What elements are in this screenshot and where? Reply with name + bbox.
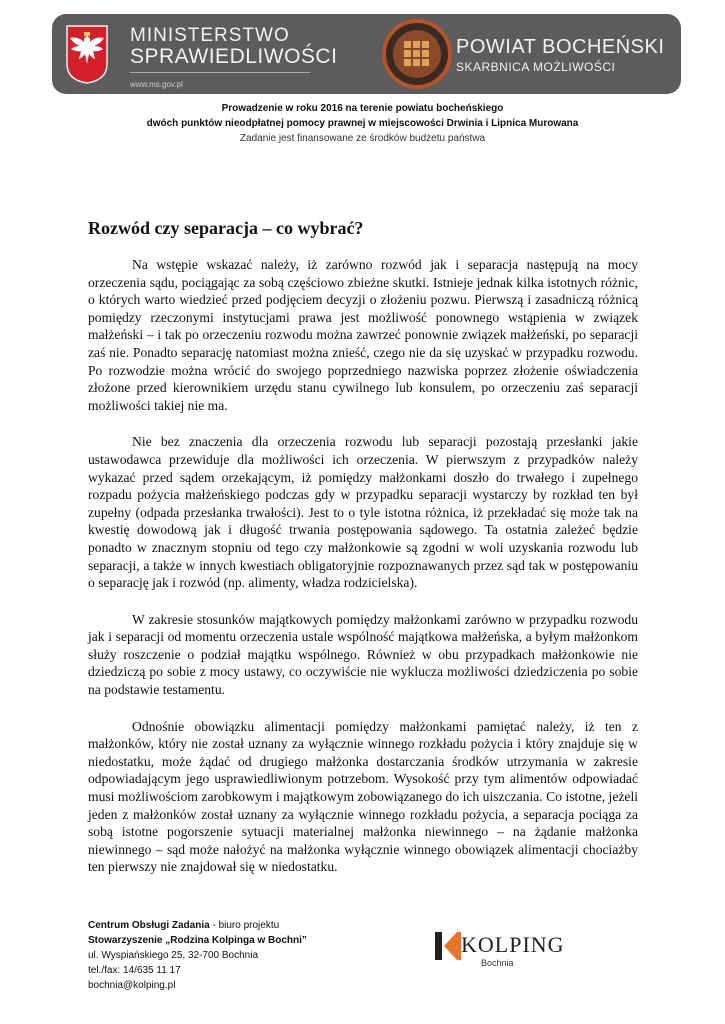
- intro-line3: Zadanie jest finansowane ze środków budżetu państwa: [239, 133, 486, 144]
- intro-line1: [0, 103, 725, 114]
- kolping-logo: [435, 928, 565, 978]
- county-crest-icon: [382, 19, 452, 89]
- kolping-word: KOLPING: [461, 932, 565, 957]
- county-line1: POWIAT BOCHEŃSKI: [456, 36, 665, 58]
- header-banner: [52, 14, 681, 94]
- footer-email: bochnia@kolping.pl: [88, 980, 176, 991]
- footer-line1: [88, 918, 307, 933]
- footer-center-name: Centrum Obsługi Zadania: [88, 920, 210, 931]
- footer-address: ul. Wyspiańskiego 25, 32-700 Bochnia: [88, 950, 259, 961]
- ministry-name: [130, 26, 337, 68]
- footer-association: Stowarzyszenie „Rodzina Kolpinga w Bochni”: [88, 935, 307, 946]
- ministry-divider: [130, 72, 310, 73]
- ministry-line2: SPRAWIEDLIWOŚCI: [130, 45, 338, 68]
- paragraph-3: W zakresie stosunków majątkowych pomiędzy małżonkami zarówno w przypadku rozwodu jak i separacji od momentu orzeczenia ustale wspólność majątkowa małżeńska, a byłym małżonkom służy roszczenie o podział majątku wspólnego. Również w obu przypadkach małżonkowie nie dziedziczą po sobie z mocy ustawy, co oczywiście nie wyklucza możliwości dziedziczenia po sobie na podstawie testamentu.: [88, 611, 638, 698]
- footer-center-suffix: - biuro projektu: [209, 920, 280, 931]
- article-body: [88, 256, 638, 895]
- kolping-k-icon: [435, 932, 461, 962]
- paragraph-1: Na wstępie wskazać należy, iż zarówno rozwód jak i separacja następują na mocy orzeczenia sądu, pociągając za sobą częściowo zbieżne skutki. Istnieje jednak kilka istotnych różnic, o których warto wiedzieć przed podjęciem decyzji o złożeniu pozwu. Pierwszą i zasadniczą różnicą pomiędzy rzeczonymi instytucjami prawa jest możliwość ponownego wstąpienia w związek małżeński – i tak po orzeczeniu rozwodu można zawrzeć ponownie związek małżeński, po separacji zaś nie. Ponadto separację natomiast można znieść, czego nie da się uzyskać w przypadku rozwodu. Po rozwodzie można wrócić do swojego poprzedniego nazwiska poprzez złożenie oświadczenia złożone przed kierownikiem urzędu stanu cywilnego lub konsulem, po orzeczeniu zaś separacji możliwości takiej nie ma.: [88, 257, 638, 413]
- kolping-sub: Bochnia: [481, 958, 514, 968]
- ministry-url: www.ms.gov.pl: [130, 80, 183, 89]
- ministry-line1: MINISTERSTWO: [130, 25, 290, 46]
- footer-contact: [88, 918, 307, 993]
- paragraph-2: Nie bez znaczenia dla orzeczenia rozwodu lub separacji pozostają przesłanki jakie ustawodawca przewiduje dla możliwości ich orzeczenia. W pierwszym z przypadków należy wykazać przed sądem orzekającym, iż pomiędzy małżonkami doszło do trwałego i zupełnego rozpadu pożycia małżeńskiego podczas gdy w przypadku separacji wystarczy by rozkład ten był zupełny (odpada przesłanka trwałości). Jest to o tyle istotna różnica, iż przekładać się może tak na kwestię dowodową jak i długość trwania postępowania sądowego. Ta ostatnia zależeć będzie ponadto w znacznym stopniu od tego czy małżonkowie są zgodni w woli uzyskania rozwodu lub separacji, a także w innych kwestiach obligatoryjnie rozpoznawanych przez sąd tak w postępowaniu o separację jak i rozwód (np. alimenty, władza rodzicielska).: [88, 434, 638, 591]
- county-name: [456, 36, 664, 76]
- intro-line2-text: dwóch punktów nieodpłatnej pomocy prawnej w miejscowości Drwinia i Lipnica Murowana: [146, 118, 579, 129]
- article-title: Rozwód czy separacja – co wybrać?: [88, 218, 364, 238]
- intro-line2: [0, 118, 725, 129]
- county-line2: SKARBNICA MOŻLIWOŚCI: [456, 60, 616, 74]
- polish-eagle-emblem-icon: [64, 24, 110, 84]
- paragraph-4: Odnośnie obowiązku alimentacji pomiędzy małżonkami pamiętać należy, iż ten z małżonków, który nie został uznany za wyłącznie winnego rozkładu pożycia i który znajduje się w niedostatku, może żądać od drugiego małżonka dostarczania środków utrzymania w zakresie odpowiadającym jego usprawiedliwionym potrzebom. Wysokość przy tym alimentów odpowiadać musi możliwościom zarobkowym i majątkowym zobowiązanego do ich uiszczania. Co istotne, jeżeli jeden z małżonków został uznany za wyłącznie winnego rozkładu pożycia, a separacja pociąga za sobą istotne pogorszenie sytuacji materialnej małżonka niewinnego – na żądanie małżonka niewinnego – sąd może nałożyć na małżonka wyłącznie winnego obowiązek alimentacji chociażby ten pierwszy nie znajdował się w niedostatku.: [88, 718, 638, 875]
- footer-phone: tel./fax: 14/635 11 17: [88, 965, 181, 976]
- intro-line1-text: Prowadzenie w roku 2016 na terenie powiatu bocheńskiego: [221, 103, 504, 114]
